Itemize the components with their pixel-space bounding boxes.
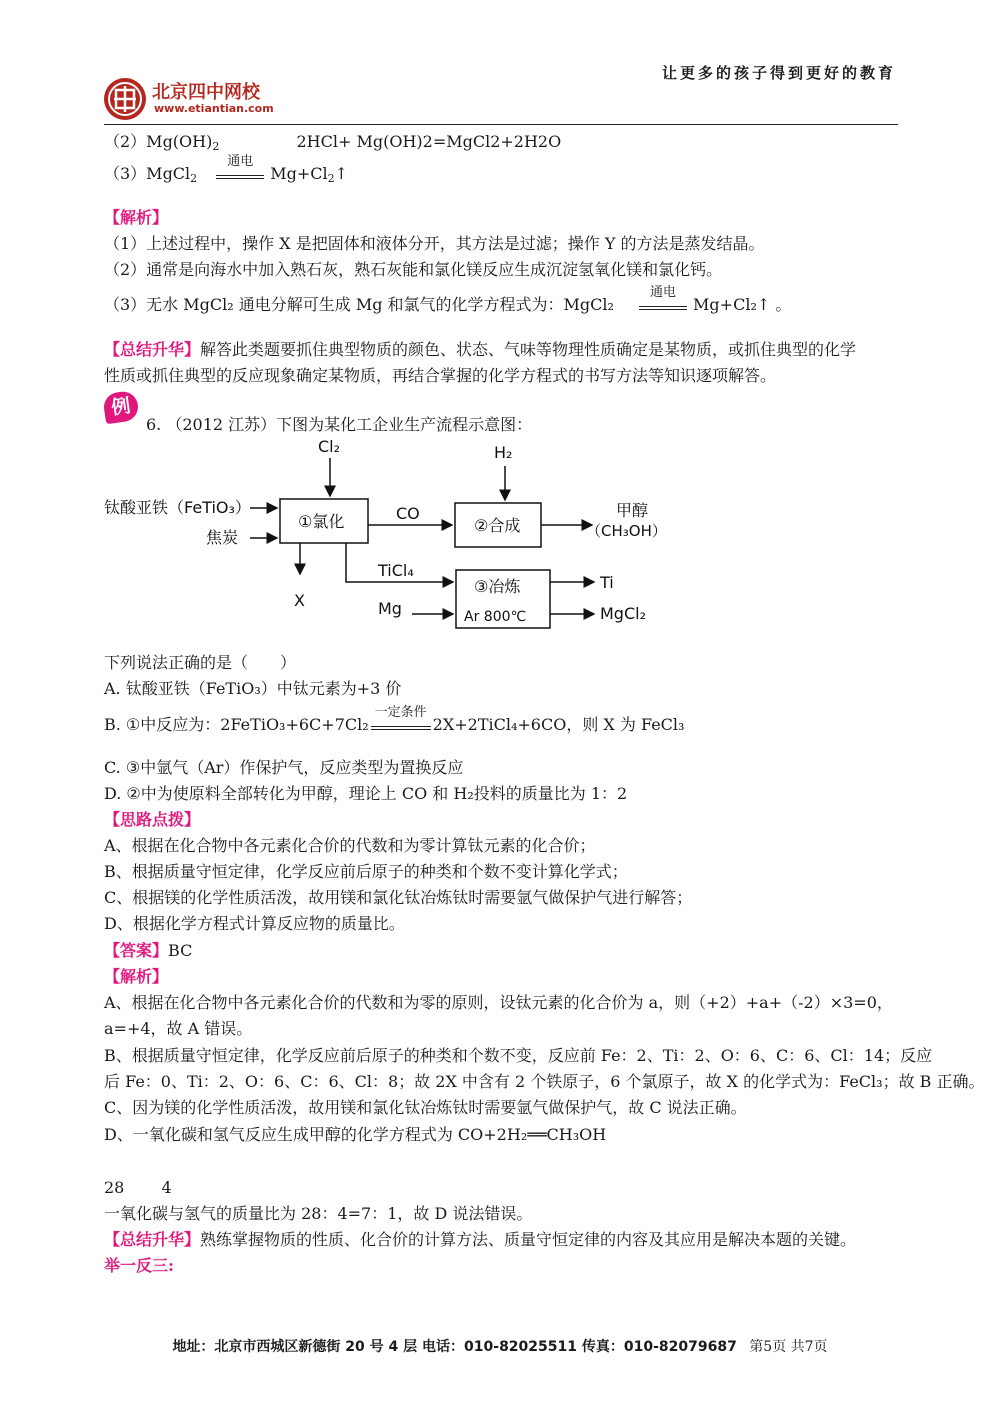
flow-cl2-label: Cl₂ bbox=[318, 437, 341, 456]
summary-1-text-1: 解答此类题要抓住典型物质的颜色、状态、气味等物理性质确定是某物质，或抓住典型的化学 bbox=[200, 340, 857, 359]
logo-emblem-icon bbox=[102, 76, 148, 122]
answer-3-row: （3）MgCl$_2$ 通电 $Mg+Cl_2↑$ bbox=[104, 163, 348, 190]
logo-text: 北京四中网校 bbox=[152, 82, 260, 103]
process-flow-diagram bbox=[100, 436, 680, 636]
analysis-1-line-3 bbox=[104, 285, 792, 316]
analysis-2-c: C、因为镁的化学性质活泼，故用镁和氯化钛冶炼钛时需要氩气做保护气，故 C 说法正确。 bbox=[104, 1098, 747, 1117]
answer-row bbox=[104, 940, 192, 962]
option-b bbox=[104, 705, 685, 736]
flow-h2-label: H₂ bbox=[494, 443, 513, 462]
flow-input-coke: 焦炭 bbox=[206, 528, 239, 547]
summary-1-line-2: 性质或抓住典型的反应现象确定某物质，再结合掌握的化学方程式的书写方法等知识逐项解答。 bbox=[104, 366, 777, 385]
logo bbox=[102, 76, 302, 122]
analysis-2-a-1: A、根据在化合物中各元素化合价的代数和为零的原则，设钛元素的化合价为 a，则（+2）+a+（-2）×3=0， bbox=[104, 993, 893, 1012]
footer-address: 地址：北京市西城区新德街 20 号 4 层 电话：010-82025511 传真：010-82079687 bbox=[172, 1339, 737, 1355]
analysis-1-line-2: （2）通常是向海水中加入熟石灰，熟石灰能和氯化镁反应生成沉淀氢氧化镁和氯化钙。 bbox=[104, 260, 723, 279]
answer-3-label: （3）MgCl bbox=[104, 164, 191, 183]
analysis-2-tag: 【解析】 bbox=[104, 967, 169, 986]
example-badge-text: 例 bbox=[110, 394, 132, 420]
analysis-1-tag: 【解析】 bbox=[104, 208, 169, 227]
hint-b: B、根据质量守恒定律，化学反应前后原子的种类和个数不变计算化学式； bbox=[104, 862, 628, 881]
footer bbox=[0, 1336, 1000, 1356]
flow-mg-label: Mg bbox=[378, 599, 402, 618]
analysis-1-products: Mg+Cl₂↑ 。 bbox=[693, 295, 792, 314]
answer-tag: 【答案】 bbox=[104, 941, 169, 960]
example-badge bbox=[102, 390, 140, 424]
summary-1-line-1 bbox=[104, 339, 856, 361]
flow-output-methanol: 甲醇 bbox=[616, 501, 649, 520]
answer-2-equation: 2HCl+ Mg(OH)2=MgCl2+2H2O bbox=[296, 132, 562, 151]
analysis-2-nums: 28 4 bbox=[104, 1178, 172, 1197]
flow-output-ti: Ti bbox=[600, 573, 614, 592]
hints-tag: 【思路点拨】 bbox=[104, 810, 201, 829]
flow-box-smelting-condition: Ar 800℃ bbox=[464, 609, 527, 625]
answer-3-condition: 通电 bbox=[227, 154, 254, 169]
footer-page: 第5页 共7页 bbox=[749, 1339, 828, 1355]
option-d: D. ②中为使原料全部转化为甲醇，理论上 CO 和 H₂投料的质量比为 1：2 bbox=[104, 784, 628, 803]
summary-2-line bbox=[104, 1229, 856, 1251]
summary-2-tag: 【总结升华】 bbox=[104, 1230, 201, 1249]
option-b-products: 2X+2TiCl₄+6CO，则 X 为 FeCl₃ bbox=[432, 715, 685, 734]
flow-box-chlorination-label: ①氯化 bbox=[298, 512, 345, 531]
flow-ticl4-label: TiCl₄ bbox=[378, 561, 414, 580]
flow-co-label: CO bbox=[396, 504, 420, 523]
flow-box-synthesis-label: ②合成 bbox=[474, 516, 521, 535]
option-b-reactants: B. ①中反应为：2FeTiO₃+6C+7Cl₂ bbox=[104, 715, 369, 734]
flow-box-smelting-label: ③冶炼 bbox=[474, 577, 521, 596]
answer-2-row: $(2)Mg(OH)_2$ 2HCl+ Mg(OH)2=MgCl2+2H2O bbox=[104, 132, 562, 153]
practice-tag: 举一反三: bbox=[104, 1256, 174, 1275]
hint-c: C、根据镁的化学性质活泼，故用镁和氯化钛冶炼钛时需要氩气做保护气进行解答； bbox=[104, 888, 693, 907]
flow-output-methanol-formula: （CH₃OH） bbox=[586, 522, 667, 540]
analysis-2-d: D、一氧化碳和氢气反应生成甲醇的化学方程式为 CO+2H₂══CH₃OH bbox=[104, 1125, 607, 1144]
analysis-2-ratio: 一氧化碳与氢气的质量比为 28：4=7：1，故 D 说法错误。 bbox=[104, 1204, 533, 1223]
header-rule bbox=[104, 124, 898, 125]
option-b-condition: 一定条件 bbox=[374, 705, 427, 720]
answer-3-products: Mg+Cl bbox=[270, 164, 328, 183]
logo-url: www.etiantian.com bbox=[154, 102, 274, 115]
flow-output-mgcl2: MgCl₂ bbox=[600, 604, 646, 623]
analysis-2-b-1: B、根据质量守恒定律，化学反应前后原子的种类和个数不变，反应前 Fe：2、Ti：2、O：6、C：6、Cl：14；反应 bbox=[104, 1046, 933, 1065]
question-prompt: 下列说法正确的是（ ） bbox=[104, 653, 297, 672]
flow-input-fetio3: 钛酸亚铁（FeTiO₃） bbox=[104, 498, 251, 517]
option-c: C. ③中氩气（Ar）作保护气，反应类型为置换反应 bbox=[104, 758, 464, 777]
analysis-1-line-3-text: （3）无水 MgCl₂ 通电分解可生成 Mg 和氯气的化学方程式为：MgCl₂ bbox=[104, 295, 614, 314]
analysis-2-a-2: a=+4，故 A 错误。 bbox=[104, 1019, 253, 1038]
hint-d: D、根据化学方程式计算反应物的质量比。 bbox=[104, 914, 405, 933]
analysis-2-b-2: 后 Fe：0、Ti：2、O：6、C：6、Cl：8；故 2X 中含有 2 个铁原子，6 个氯原子，故 X 的化学式为：FeCl₃；故 B 正确。 bbox=[104, 1072, 985, 1091]
hint-a: A、根据在化合物中各元素化合价的代数和为零计算钛元素的化合价； bbox=[104, 836, 596, 855]
option-a: A. 钛酸亚铁（FeTiO₃）中钛元素为+3 价 bbox=[104, 679, 402, 698]
answer-value: BC bbox=[168, 941, 193, 960]
header-slogan: 让更多的孩子得到更好的教育 bbox=[661, 64, 896, 82]
analysis-1-condition: 通电 bbox=[650, 285, 677, 300]
analysis-1-line-1: （1）上述过程中，操作 X 是把固体和液体分开，其方法是过滤；操作 Y 的方法是蒸发结晶。 bbox=[104, 234, 765, 253]
answer-2-label: （2）Mg(OH) bbox=[104, 132, 213, 151]
summary-2-text: 熟练掌握物质的性质、化合价的计算方法、质量守恒定律的内容及其应用是解决本题的关键。 bbox=[200, 1230, 857, 1249]
summary-1-tag: 【总结升华】 bbox=[104, 340, 201, 359]
example-stem: 6. （2012 江苏）下图为某化工企业生产流程示意图： bbox=[146, 415, 533, 434]
flow-x-output: X bbox=[294, 591, 305, 610]
